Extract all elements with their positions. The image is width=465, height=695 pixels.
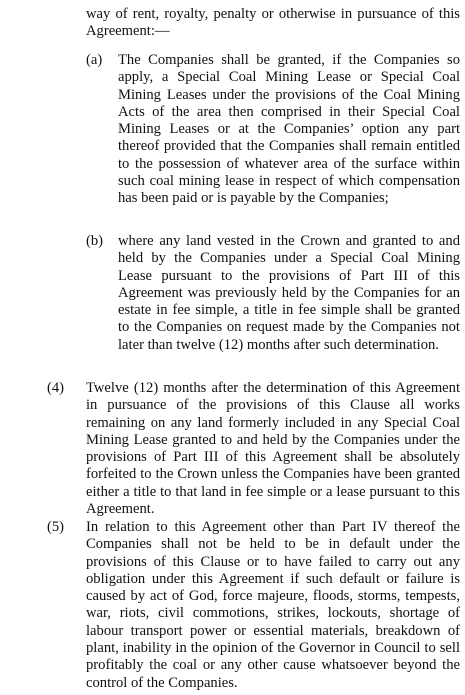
item-b-text: where any land vested in the Crown and granted to and held by the Companies under a Special Coal Mining Lease pursuant to the provisions of Part III of this Agreement was previously held by the Companies for an estate in fee simple, a title in fee simple shall be granted to the Companies on request made by the Companies not later than twelve (12) months after such determination.: [118, 233, 460, 353]
clause-5-label: (5): [47, 519, 65, 535]
clause-4-label: (4): [47, 380, 65, 396]
intro-paragraph: way of rent, royalty, penalty or otherwise in pursuance of this Agreement:—: [86, 6, 460, 40]
item-a-label: (a): [86, 52, 103, 68]
clause-5-text: In relation to this Agreement other than Part IV thereof the Companies shall not be held to be in default under the provisions of this Clause or to have failed to carry out any obligation under this Agreement if such default or failure is caused by act of God, force majeure, floods, storms, tempests, war, riots, civil commotions, strikes, lockouts, shortage of labour transport power or essential materials, breakdown of plant, inability in the opinion of the Governor in Council to sell profitably the coal or any other cause whatsoever beyond the control of the Companies.: [86, 519, 460, 691]
clause-4-text: Twelve (12) months after the determination of this Agreement in pursuance of the provisions of this Clause all works remaining on any land formerly included in any Special Coal Mining Lease granted to and held by the Companies under the provisions of Part III of this Agreement shall be absolutely forfeited to the Crown unless the Companies have been granted either a title to that land in fee simple or a lease pursuant to this Agreement.: [86, 380, 460, 518]
item-a-text: The Companies shall be granted, if the Companies so apply, a Special Coal Mining Lease or Special Coal Mining Leases under the provisions of the Coal Mining Acts of the area then comprised in their Special Coal Mining Leases or at the Companies’ option any part thereof provided that the Companies shall remain entitled to the possession of whatever area of the surface within such coal mining lease in respect of which compensation has been paid or is payable by the Companies;: [118, 52, 460, 207]
item-b-label: (b): [86, 233, 104, 249]
